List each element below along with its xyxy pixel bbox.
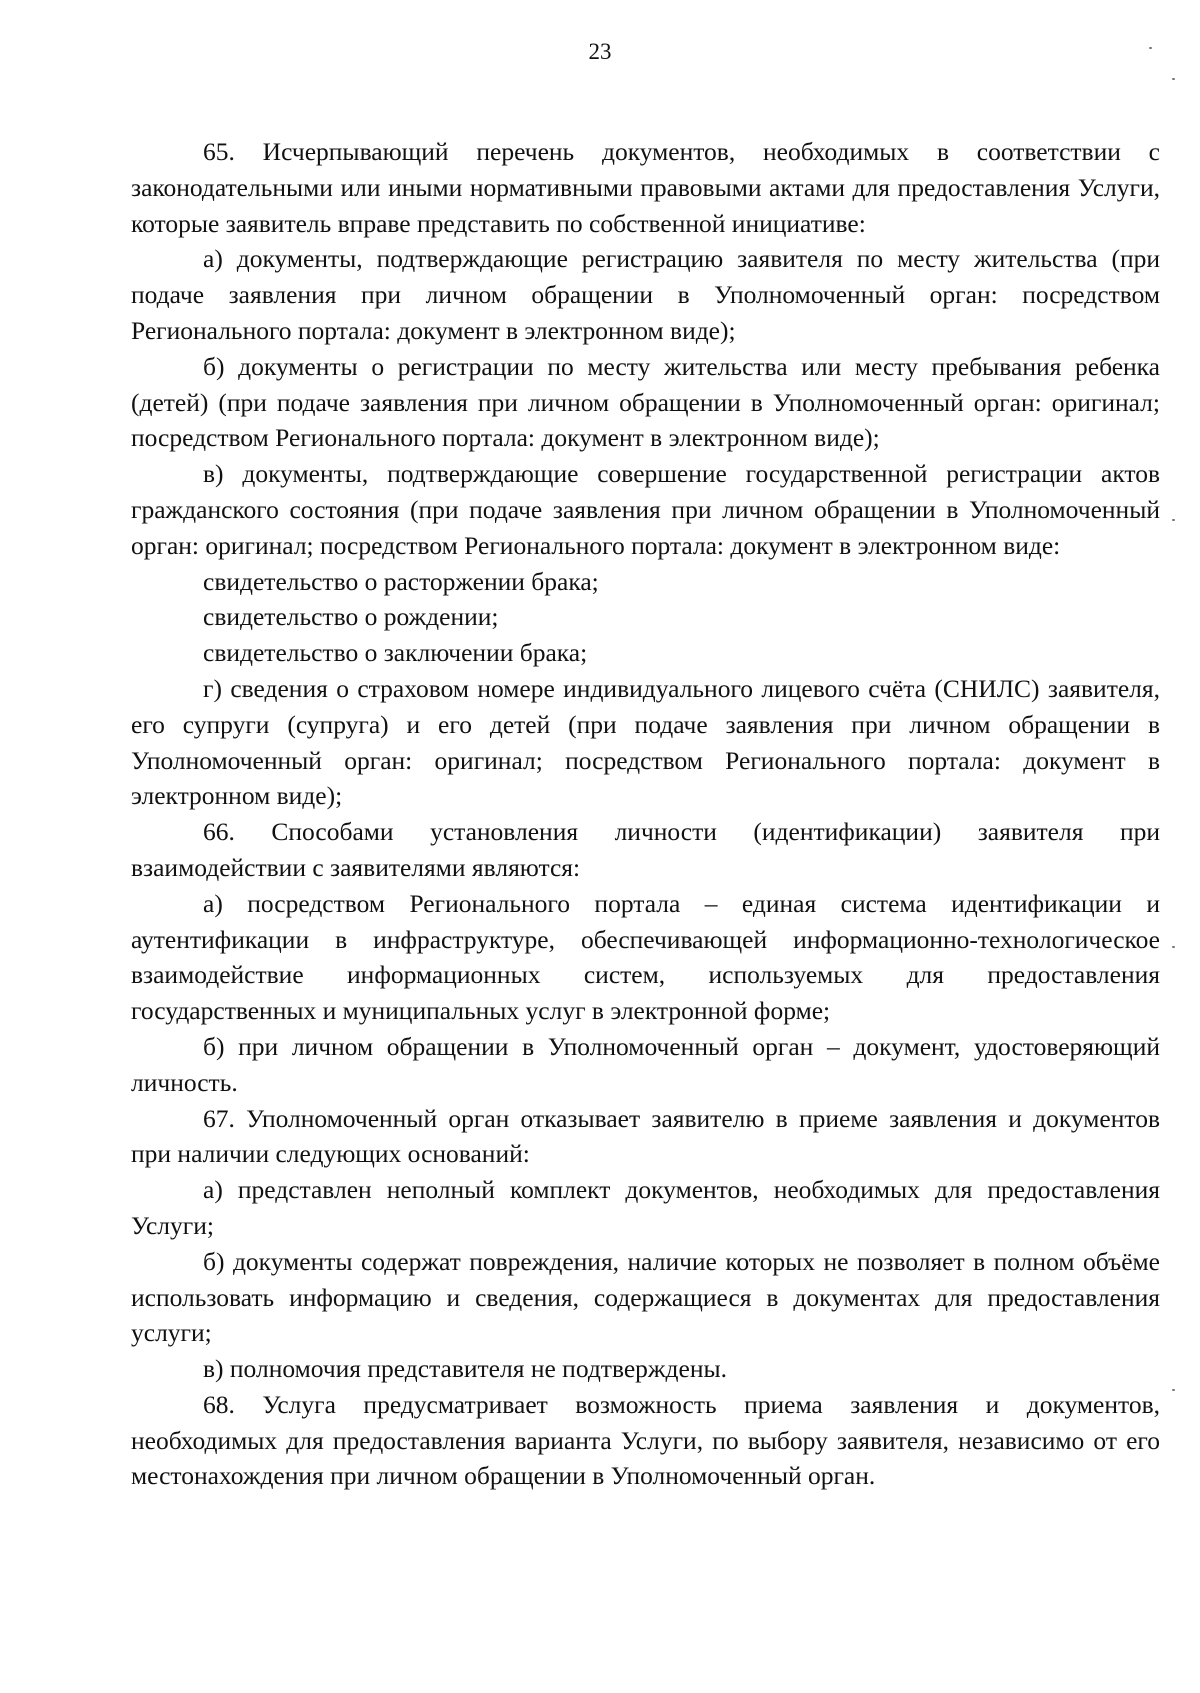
paragraph-65-v: в) документы, подтверждающие совершение государственной регистрации актов гражданского состояния (при подаче заявления при личном обращении в Уполномоченный орган: оригинал; посредством Регионального портала: документ в электронном виде:	[131, 459, 1160, 560]
scan-speck	[1172, 519, 1175, 521]
paragraph-67: 67. Уполномоченный орган отказывает заявителю в приеме заявления и документов при наличии следующих оснований:	[131, 1103, 1160, 1169]
list-item-birth-certificate: свидетельство о рождении;	[203, 602, 499, 632]
list-item-marriage-certificate: свидетельство о заключении брака;	[203, 638, 588, 668]
paragraph-67-b: б) документы содержат повреждения, наличие которых не позволяет в полном объёме использовать информацию и сведения, содержащиеся в документах для предоставления услуги;	[131, 1246, 1160, 1348]
list-item-divorce-certificate: свидетельство о расторжении брака;	[203, 566, 599, 596]
scan-speck	[1172, 78, 1175, 80]
page-number: 23	[588, 39, 612, 64]
paragraph-66: 66. Способами установления личности (идентификации) заявителя при взаимодействии с заявителями являются:	[131, 817, 1160, 882]
paragraph-65-a: а) документы, подтверждающие регистрацию заявителя по месту жительства (при подаче заявления при личном обращении в Уполномоченный орган: посредством Регионального портала: документ в электронном виде);	[131, 244, 1160, 345]
paragraph-66-b: б) при личном обращении в Уполномоченный орган – документ, удостоверяющий личность.	[131, 1031, 1160, 1097]
paragraph-67-v: в) полномочия представителя не подтверждены.	[203, 1354, 727, 1384]
scan-speck	[1172, 946, 1175, 948]
document-body	[131, 134, 1160, 1494]
paragraph-65-g: г) сведения о страховом номере индивидуального лицевого счёта (СНИЛС) заявителя, его супруги (супруга) и его детей (при подаче заявления при личном обращении в Уполномоченный орган: оригинал; посредством Регионального портала: документ в электронном виде);	[131, 673, 1160, 811]
scan-speck	[1149, 47, 1152, 49]
paragraph-65-b: б) документы о регистрации по месту жительства или месту пребывания ребенка (детей) (при подаче заявления при личном обращении в Уполномоченный орган: оригинал; посредством Регионального портала: документ в электронном виде);	[131, 351, 1160, 453]
scan-speck	[1172, 1389, 1175, 1391]
paragraph-68: 68. Услуга предусматривает возможность приема заявления и документов, необходимых для предоставления варианта Услуги, по выбору заявителя, независимо от его местонахождения при личном обращении в Уполномоченный орган.	[131, 1389, 1160, 1491]
paragraph-67-a: а) представлен неполный комплект документов, необходимых для предоставления Услуги;	[131, 1175, 1160, 1240]
paragraph-66-a: а) посредством Регионального портала – единая система идентификации и аутентификации в инфраструктуре, обеспечивающей информационно-технологическое взаимодействие информационных систем, используемых для предоставления государственных и муниципальных услуг в электронной форме;	[131, 888, 1160, 1026]
paragraph-65: 65. Исчерпывающий перечень документов, необходимых в соответствии с законодательными или иными нормативными правовыми актами для предоставления Услуги, которые заявитель вправе представить по собственной инициативе:	[131, 137, 1160, 238]
